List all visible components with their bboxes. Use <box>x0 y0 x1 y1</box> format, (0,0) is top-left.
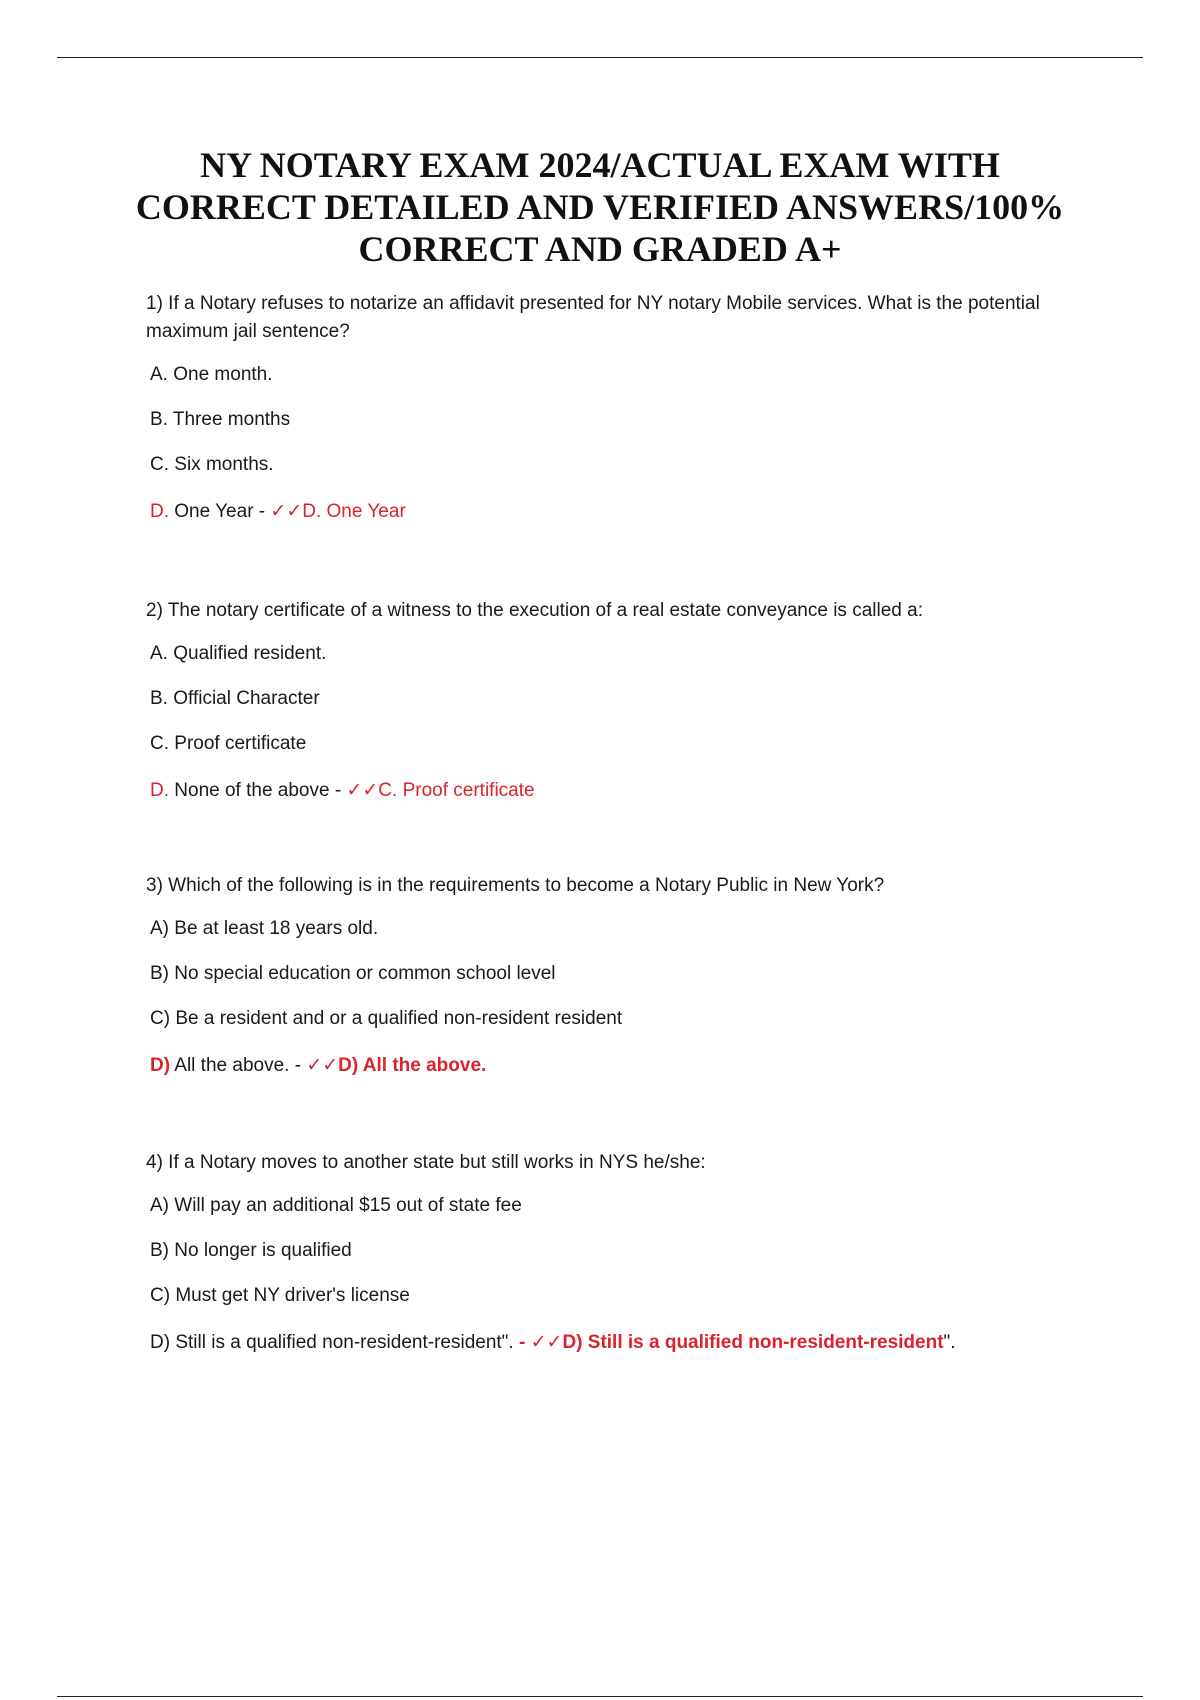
question-2-answer-line <box>150 778 1046 804</box>
question-4-text: 4) If a Notary moves to another state but still works in NYS he/she: <box>146 1152 706 1173</box>
question-2-option-a: A. Qualified resident. <box>150 643 327 664</box>
question-4-option-b: B) No longer is qualified <box>150 1240 352 1261</box>
question-4 <box>146 1149 1046 1356</box>
question-1-option-a: A. One month. <box>150 364 273 385</box>
question-2 <box>146 597 1046 804</box>
question-1 <box>146 290 1046 525</box>
question-4-option-a: A) Will pay an additional $15 out of state fee <box>150 1195 522 1216</box>
top-rule <box>57 57 1143 58</box>
question-2-option-c: C. Proof certificate <box>150 733 307 754</box>
answer-prefix: D. <box>150 501 169 522</box>
title-line-3: CORRECT AND GRADED A+ <box>358 229 842 269</box>
question-3-option-c: C) Be a resident and or a qualified non-resident resident <box>150 1008 623 1029</box>
option-d-text: All the above. - <box>170 1055 307 1076</box>
correct-answer: C. Proof certificate <box>378 780 535 801</box>
answer-dash: - <box>518 1332 531 1353</box>
option-d-text: One Year - <box>169 501 271 522</box>
checkmark-icon: ✓✓ <box>270 501 303 522</box>
title-line-2: CORRECT DETAILED AND VERIFIED ANSWERS/100% <box>135 187 1065 227</box>
bottom-rule <box>57 1696 1143 1697</box>
checkmark-icon: ✓✓ <box>530 1332 563 1353</box>
title-line-1: NY NOTARY EXAM 2024/ACTUAL EXAM WITH <box>200 145 1000 185</box>
correct-answer: D. One Year <box>302 501 406 522</box>
question-4-answer-line <box>150 1330 1046 1356</box>
question-3 <box>146 872 1046 1079</box>
correct-answer: D) Still is a qualified non-resident-resident <box>562 1332 944 1353</box>
answer-prefix: D) <box>150 1055 171 1076</box>
question-1-option-b: B. Three months <box>150 409 291 430</box>
question-3-text: 3) Which of the following is in the requirements to become a Notary Public in New York? <box>146 875 885 896</box>
answer-suffix: ". <box>943 1332 956 1353</box>
correct-answer: D) All the above. <box>338 1055 487 1076</box>
question-1-option-c: C. Six months. <box>150 454 274 475</box>
question-4-option-c: C) Must get NY driver's license <box>150 1285 410 1306</box>
question-2-option-b: B. Official Character <box>150 688 320 709</box>
document-title <box>100 144 1100 270</box>
question-2-text: 2) The notary certificate of a witness to the execution of a real estate conveyance is called a: <box>146 600 923 621</box>
question-1-answer-line <box>150 499 1046 525</box>
question-1-text: 1) If a Notary refuses to notarize an affidavit presented for NY notary Mobile services. What is the potential maximum jail sentence? <box>146 293 1040 342</box>
checkmark-icon: ✓✓ <box>346 780 379 801</box>
answer-prefix: D. <box>150 780 169 801</box>
question-3-option-a: A) Be at least 18 years old. <box>150 918 379 939</box>
checkmark-icon: ✓✓ <box>306 1055 339 1076</box>
option-d-text: None of the above - <box>169 780 347 801</box>
question-3-option-b: B) No special education or common school level <box>150 963 556 984</box>
question-3-answer-line <box>150 1053 1046 1079</box>
option-d-text: D) Still is a qualified non-resident-resident". <box>150 1332 519 1353</box>
